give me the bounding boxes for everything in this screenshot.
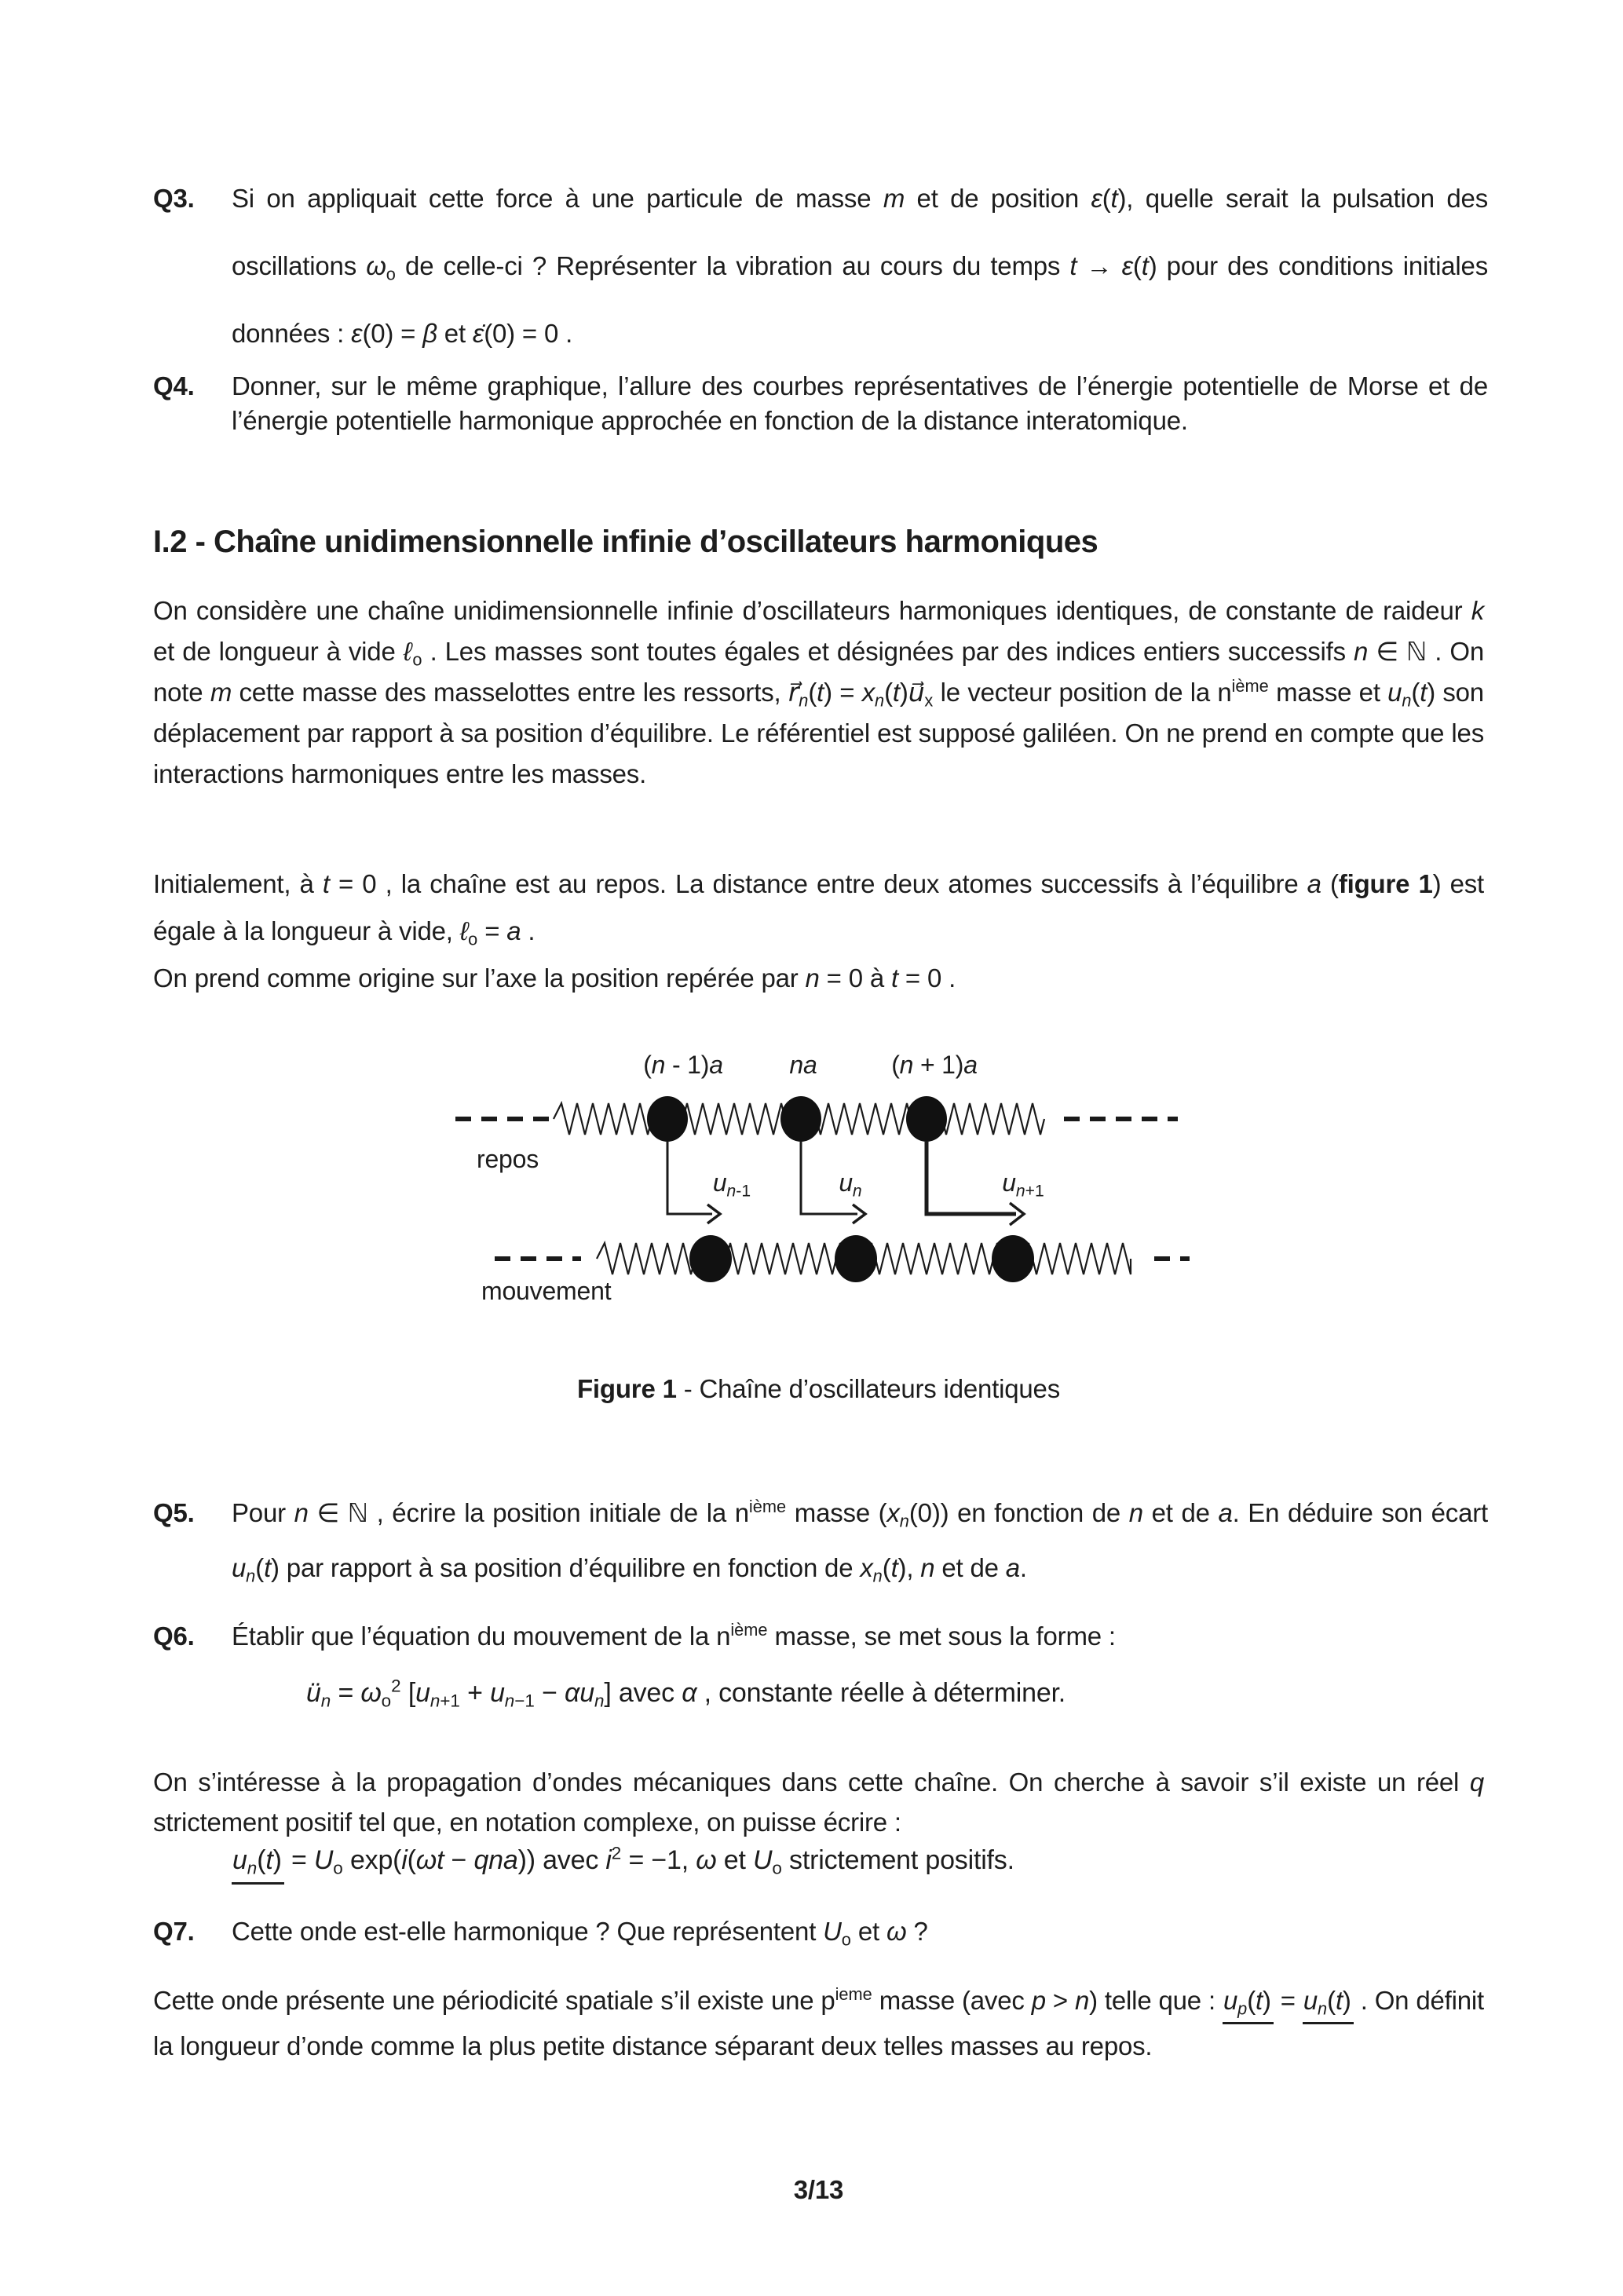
question-q7 — [153, 1914, 1488, 1949]
wave-formula: $u_n(t) = U_o$ exp(i(ωt − qna)) avec $i^2 = -1$, ω et $U_o$ strictement positifs. — [232, 1845, 1488, 1885]
question-q5-text: Pour n ∈ ℕ , écrire la position initiale de la $n^{ième}$ masse $(x_n(0))$ en fonction de n et de a. En déduire son écart $u_n(t)$ par rapport à sa position d’équilibre en fonction de $x_n(t)$, n et de a. — [232, 1497, 1488, 1586]
question-q4-text: Donner, sur le même graphique, l’allure des courbes représentatives de l’énergie potentielle de Morse et de l’énergie potentielle harmonique approchée en fonction de la distance interatomique. — [232, 371, 1488, 435]
figure-label-un+1: $u_{n+1}$ — [1002, 1168, 1044, 1201]
mass-n-1-mouvement — [689, 1235, 732, 1282]
page-number: 3/13 — [793, 2175, 844, 2204]
figure-label-pos-n-1: (n - 1)a — [643, 1051, 723, 1079]
oscillator-chain-diagram — [153, 1044, 1484, 1319]
question-q7-label: Q7. — [153, 1917, 195, 1946]
figure-label-repos: repos — [477, 1145, 539, 1173]
question-q6-text: Établir que l’équation du mouvement de la $n^{ième}$ masse, se met sous la forme : — [232, 1620, 1116, 1651]
figure-label-mouvement: mouvement — [481, 1277, 612, 1305]
figure-caption: Figure 1 - Chaîne d’oscillateurs identiques — [576, 1374, 1061, 1403]
question-q4-label: Q4. — [153, 371, 195, 400]
paragraph-periodicity: Cette onde présente une périodicité spatiale s’il existe une $p^{ieme}$ masse (avec p > n) telle que : $u_p(t) = u_n(t)$ . On définit la longueur d’onde comme la plus petite distance séparant deux telles masses au repos. — [153, 1984, 1484, 2061]
paragraph-init: Initialement, à t = 0 , la chaîne est au repos. La distance entre deux atomes successifs à l’équilibre a (figure 1) est égale à la longueur à vide, ℓ$_o$ = a . — [153, 869, 1485, 949]
mass-n-mouvement — [835, 1235, 877, 1282]
question-q6-formula: $ü_n = \omega_o^2$ $[u_{n+1} + u_{n-1} - \alpha u_n]$ avec α , constante réelle à déterminer. — [306, 1676, 1066, 1711]
mass-n-1-repos — [647, 1096, 688, 1142]
question-q7-text: Cette onde est-elle harmonique ? Que représentent $U_o$ et ω ? — [232, 1917, 928, 1950]
figure-label-un: $u_n$ — [839, 1168, 862, 1201]
question-q6-body — [232, 1619, 1488, 1710]
mass-n+1-repos — [906, 1096, 947, 1142]
question-q3 — [153, 165, 1488, 367]
question-q4 — [153, 369, 1488, 438]
figure-label-un-1: $u_{n-1}$ — [712, 1168, 751, 1201]
chain-mouvement — [495, 1235, 1190, 1282]
question-q5-label: Q5. — [153, 1498, 195, 1527]
mass-n+1-mouvement — [992, 1235, 1034, 1282]
paragraph-intro: On considère une chaîne unidimensionnelle infinie d’oscillateurs harmoniques identiques, de constante de raideur k et de longueur à vide ℓ$_o$ . Les masses sont toutes égales et désignées par des indices entiers successifs n ∈ ℕ . On note m cette masse des masselottes entre les ressorts, $r⃗_n(t)$ = $x_n(t)u⃗_x$ le vecteur position de la $n^{ième}$ masse et $u_n(t)$ son déplacement par rapport à sa position d’équilibre. Le référentiel est supposé galiléen. On ne prend en compte que les interactions harmoniques entre les masses. — [153, 596, 1485, 788]
section-heading: I.2 - Chaîne unidimensionnelle infinie d’oscillateurs harmoniques — [153, 525, 1098, 559]
figure-label-pos-n: na — [789, 1051, 817, 1079]
chain-repos — [455, 1096, 1178, 1142]
paragraph-origin: On prend comme origine sur l’axe la position repérée par n = 0 à t = 0 . — [153, 963, 956, 993]
figure-1 — [153, 1044, 1484, 1319]
question-q6-label: Q6. — [153, 1621, 195, 1651]
question-q3-text: Si on appliquait cette force à une particule de masse m et de position ε(t), quelle serait la pulsation des oscillations $\omega_o$ de celle-ci ? Représenter la vibration au cours du temps t → ε(t) pour des conditions initiales données : ε(0) = β et ε̇(0) = 0 . — [232, 184, 1488, 348]
question-q6 — [153, 1619, 1488, 1710]
question-q3-label: Q3. — [153, 184, 195, 213]
question-q5 — [153, 1486, 1488, 1596]
figure-label-pos-n+1: (n + 1)a — [891, 1051, 978, 1079]
paragraph-waves: On s’intéresse à la propagation d’ondes mécaniques dans cette chaîne. On cherche à savoir s’il existe un réel q strictement positif tel que, en notation complexe, on puisse écrire : — [153, 1768, 1484, 1837]
mass-n-repos — [780, 1096, 821, 1142]
